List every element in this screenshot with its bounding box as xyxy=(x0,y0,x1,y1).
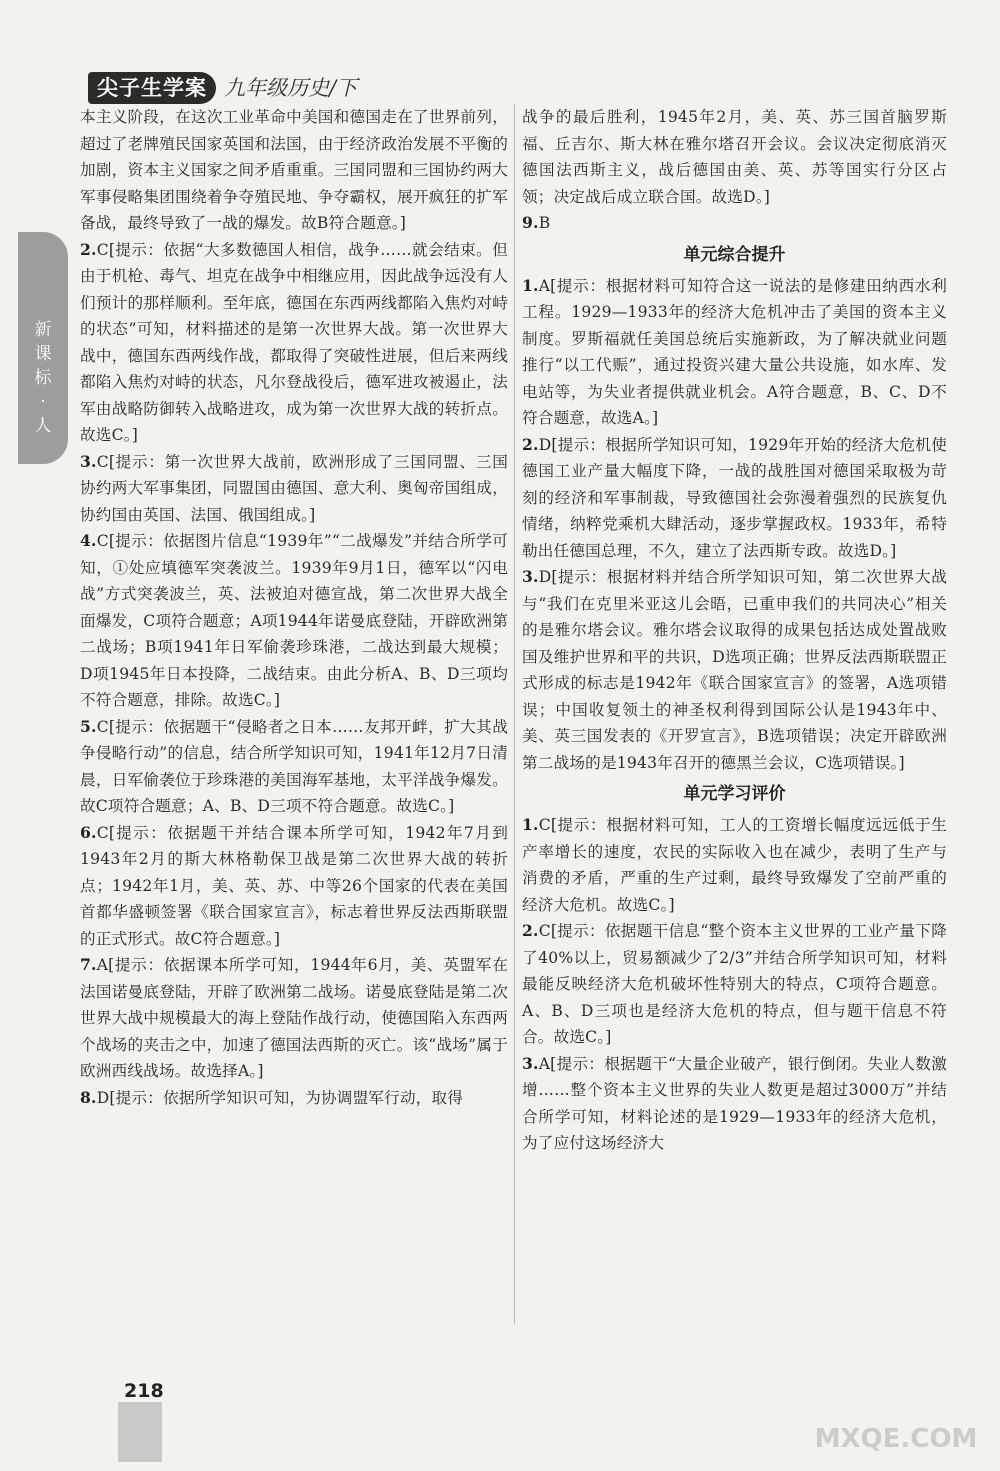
section-title: 单元学习评价 xyxy=(683,784,786,804)
item-text: C[提示：依据“大多数德国人相信，战争……就会结束。但由于机枪、毒气、坦克在战争中相继应用，因此战争远没有人们预计的那样顺利。至年底，德国在东西两线都陷入焦灼对峙的状态”可知，材料描述的是第一次世界大战。第一次世界大战中，德国东西两线作战，都取得了突破性进展，但后来两线都陷入焦灼对峙的状态，凡尔登战役后，德军进攻被遏止，法军由战略防御转入战略进攻，成为第一次世界大战的转折点。故选C。] xyxy=(80,240,508,444)
side-tab-char: 课 xyxy=(34,344,52,364)
item-number: 1. xyxy=(522,815,539,834)
answer-item xyxy=(522,812,947,918)
item-number: 7. xyxy=(80,955,97,974)
side-tab-char: 新 xyxy=(34,320,52,340)
item-text: C[提示：依据题干信息“整个资本主义世界的工业产量下降了40%以上，贸易额减少了2/3”并结合所学知识可知，材料最能反映经济大危机破坏性特别大的特点，C项符合题意。A、B、D三项也是经济大危机的特点，但与题干信息不符合。故选C。] xyxy=(522,922,947,1046)
item-number: 1. xyxy=(522,275,539,295)
answer-item xyxy=(522,273,947,432)
side-tab-char: 人 xyxy=(34,416,52,436)
side-tab-char: · xyxy=(40,392,46,412)
item-text: C[提示：根据材料可知，工人的工资增长幅度远远低于生产率增长的速度，农民的实际收入也在减少，表明了生产与消费的矛盾，严重的生产过剩，最终导致爆发了空前严重的经济大危机。故选C。] xyxy=(522,816,947,914)
side-tab xyxy=(18,232,68,464)
answer-item xyxy=(522,918,947,1051)
answer-item xyxy=(80,1085,508,1112)
item-text: B xyxy=(538,214,551,232)
item-number: 4. xyxy=(80,531,97,550)
item-text: C[提示：依据题干“侵略者之日本……友邦开衅，扩大其战争侵略行动”的信息，结合所学知识可知，1941年12月7日清晨，日军偷袭位于珍珠港的美国海军基地，太平洋战争爆发。故C项符合题意；A、B、D三项不符合题意。故选C。] xyxy=(80,717,508,815)
answer-item xyxy=(80,449,508,529)
item-number: 3. xyxy=(80,451,97,471)
item-text: C[提示：依据题干并结合课本所学可知，1942年7月到1943年2月的斯大林格勒保卫战是第二次世界大战的转折点；1942年1月，美、英、苏、中等26个国家的代表在美国首都华盛顿签署《联合国家宣言》，标志着世界反法西斯联盟的正式形式。故C符合题意。] xyxy=(80,823,508,948)
item-text: D[提示：根据所学知识可知，1929年开始的经济大危机使德国工业产量大幅度下降，一战的战胜国对德国采取极为苛刻的经济和军事制裁，导致德国社会弥漫着强烈的民族复仇情绪，纳粹党乘机大肆活动，逐步掌握政权。1933年，希特勒出任德国总理，不久，建立了法西斯专政。故选D。] xyxy=(522,435,947,560)
answer-item xyxy=(80,528,508,714)
right-column xyxy=(522,104,947,1157)
answer-item xyxy=(522,1051,947,1157)
item-text: D[提示：根据材料并结合所学知识可知，第二次世界大战与“我们在克里米亚这儿会晤，已重申我们的共同决心”相关的是雅尔塔会议。雅尔塔会议取得的成果包括达成处置战败国及维护世界和平的共识，D选项正确；世界反法西斯联盟正式形成的标志是1942年《联合国家宣言》的签署，A选项错误；中国收复领土的神圣权利得到国际公认是1943年中、美、英三国发表的《开罗宣言》，B选项错误；决定开辟欧洲第二战场的是1943年召开的德黑兰会议，C选项错误。] xyxy=(522,568,947,772)
item-text: A[提示：根据材料可知符合这一说法的是修建田纳西水利工程。1929—1933年的经济大危机冲击了美国的资本主义制度。罗斯福就任美国总统后实施新政，为了解决就业问题推行“以工代赈”，通过投资兴建大量公共设施，如水库、发电站等，为失业者提供就业机会。A符合题意，B、C、D不符合题意，故选A。] xyxy=(522,276,947,427)
page-number: 218 xyxy=(124,1380,164,1402)
item-number: 5. xyxy=(80,716,97,736)
answer-item xyxy=(80,820,508,953)
side-tab-text xyxy=(18,318,68,438)
item-number: 3. xyxy=(522,567,539,586)
item-text: C[提示：第一次世界大战前，欧洲形成了三国同盟、三国协约两大军事集团，同盟国由德国、意大利、奥匈帝国组成，协约国由英国、法国、俄国组成。] xyxy=(80,452,508,524)
item-number: 2. xyxy=(80,239,97,259)
item-number: 9. xyxy=(522,213,539,232)
brand-badge: 尖子生学案 xyxy=(88,72,216,104)
item-number: 8. xyxy=(80,1087,97,1107)
watermark-logo xyxy=(806,1391,986,1461)
item-text: C[提示：依据图片信息“1939年”“二战爆发”并结合所学可知，①处应填德军突袭波兰。1939年9月1日，德军以“闪电战”方式突袭波兰，英、法被迫对德宣战，第二次世界大战全面爆发，C项符合题意；A项1944年诺曼底登陆，开辟欧洲第二战场；B项1941年日军偷袭珍珠港，二战达到最大规模；D项1945年日本投降，二战结束。由此分析A、B、D三项均不符合题意，排除。故选C。] xyxy=(80,532,508,709)
column-divider xyxy=(514,104,515,1324)
item-text: A[提示：依据课本所学可知，1944年6月，美、英盟军在法国诺曼底登陆，开辟了欧洲第二战场。诺曼底登陆是第二次世界大战中规模最大的海上登陆作战行动，使德国陷入东西两个战场的夹击之中，加速了德国法西斯的灭亡。该“战场”属于欧洲西线战场。故选择A。] xyxy=(80,956,508,1080)
item-number: 2. xyxy=(522,434,539,454)
side-tab-char: 标 xyxy=(34,368,52,388)
answer-item xyxy=(80,952,508,1085)
item-text: A[提示：根据题干“大量企业破产，银行倒闭。失业人数激增……整个资本主义世界的失业人数更是超过3000万”并结合所学可知，材料论述的是1929—1933年的经济大危机，为了应付这场经济大 xyxy=(522,1054,947,1152)
item-text: D[提示：依据所学知识可知，为协调盟军行动，取得 xyxy=(96,1088,464,1107)
item-number: 6. xyxy=(80,822,97,842)
left-column xyxy=(80,104,508,1111)
answer-item xyxy=(80,714,508,820)
answer-item xyxy=(522,104,947,210)
section-title: 单元综合提升 xyxy=(683,244,786,265)
answer-item xyxy=(522,210,947,237)
answer-item xyxy=(522,564,947,776)
book-subject: 九年级历史/下 xyxy=(224,76,358,100)
answer-item xyxy=(80,237,508,449)
watermark-text: MXQE.COM xyxy=(814,1424,978,1454)
item-number: 3. xyxy=(522,1053,539,1073)
item-number: 2. xyxy=(522,921,539,940)
answer-item xyxy=(80,104,508,237)
answer-item xyxy=(522,432,947,565)
item-text: 战争的最后胜利，1945年2月，美、英、苏三国首脑罗斯福、丘吉尔、斯大林在雅尔塔召开会议。会议决定彻底消灭德国法西斯主义，战后德国由美、英、苏等国实行分区占领；决定战后成立联合国。故选D。] xyxy=(522,108,947,206)
item-text: 本主义阶段，在这次工业革命中美国和德国走在了世界前列，超过了老牌殖民国家英国和法国，由于经济政治发展不平衡的加剧，资本主义国家之间矛盾重重。三国同盟和三国协约两大军事侵略集团围绕着争夺殖民地、争夺霸权，展开疯狂的扩军备战，最终导致了一战的爆发。故B符合题意。] xyxy=(80,108,508,232)
